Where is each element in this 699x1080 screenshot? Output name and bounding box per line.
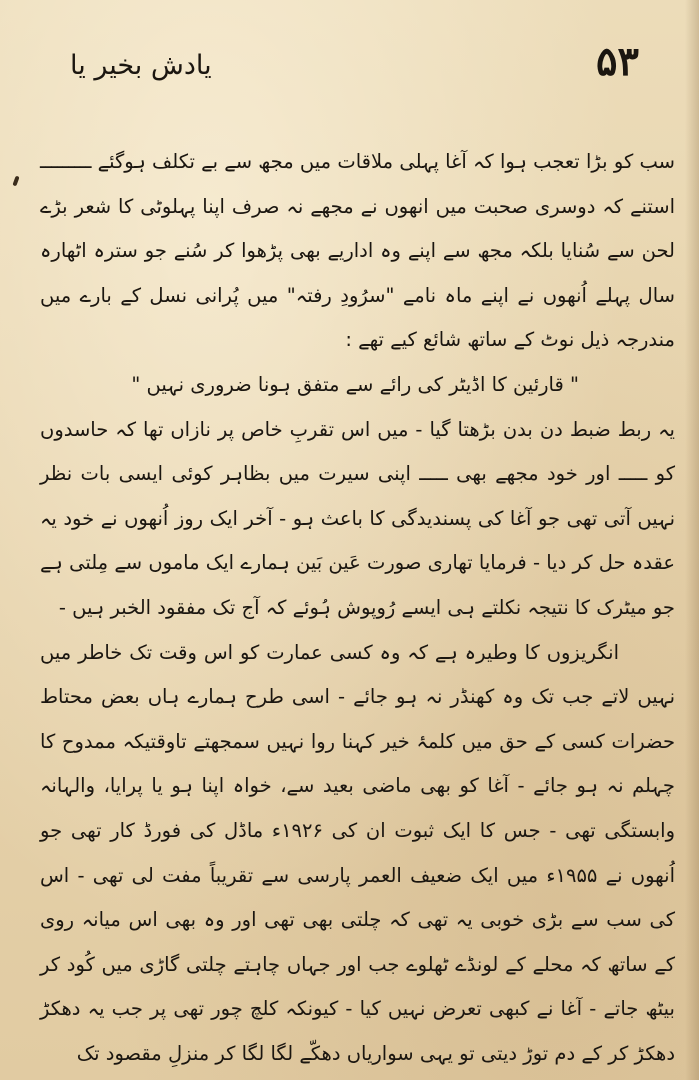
running-title: یادش بخیر یا	[70, 50, 212, 81]
paragraph-1: سب کو بڑا تعجب ہوا کہ آغا پہلی ملاقات میں مجھ سے بے تکلف ہوگئے ـــــــــ استنے کہ دوسری صحبت میں انھوں نے مجھے نہ صرف اپنا پہلوٹی کا شعر بڑے لحن سے سُنایا بلکہ مجھ سے اپنے وہ اداریے بھی پڑھوا کر سُنے جو سترہ اٹھارہ سال پہلے اُنھوں نے اپنے ماہ نامے "سرُودِ رفتہ" میں پُرانی نسل کے بارے میں مندرجہ ذیل نوٹ کے ساتھ شائع کیے تھے :	[40, 150, 675, 352]
paragraph-3: انگریزوں کا وطیرہ ہے کہ وہ کسی عمارت کو اس وقت تک خاطر میں نہیں لاتے جب تک وہ کھنڈر نہ ہو جائے - اسی طرح ہمارے ہاں بعض محتاط حضرات کسی کے حق میں کلمۂ خیر کہنا روا نہیں سمجھتے تاوقتیکہ ممدوح کا چہلم نہ ہو جائے - آغا کو بھی ماضی بعید سے، خواہ اپنا ہو یا پرایا، والہانہ وابستگی تھی - جس کا ایک ثبوت ان کی ۱۹۲۶ء ماڈل کی فورڈ کار تھی جو اُنھوں نے ۱۹۵۵ء میں ایک ضعیف العمر پارسی سے تقریباً مفت لی تھی - اس کی سب سے بڑی خوبی یہ تھی کہ چلتی بھی تھی اور وہ بھی اس میانہ روی کے ساتھ کہ محلے کے لونڈے ٹھلوے جب اور جہاں چاہتے چلتی گاڑی میں کُود کر بیٹھ جاتے - آغا نے کبھی تعرض نہیں کیا - کیونکہ کلچ چور تھی پر جب یہ دھکڑ دھکڑ کر کے دم توڑ دیتی تو یہی سواریاں دھکّے لگا لگا کر منزلِ مقصود تک	[40, 640, 675, 1065]
page-body	[40, 140, 675, 1076]
page-edge-shadow	[685, 0, 699, 1080]
margin-ink-mark	[12, 176, 19, 187]
paragraph-2: یہ ربط ضبط دن بدن بڑھتا گیا - میں اس تقربِ خاص پر نازاں تھا کہ حاسدوں کو ـــــ اور خود مجھے بھی ـــــ اپنی سیرت میں بظاہر کوئی ایسی بات نظر نہیں آتی تھی جو آغا کی پسندیدگی کا باعث ہو - آخر ایک روز اُنھوں نے خود یہ عقدہ حل کر دیا - فرمایا تھاری صورت عَین بَین ہمارے ایک ماموں سے مِلتی ہے جو میٹرک کا نتیجہ نکلتے ہی ایسے رُوپوش ہُوئے کہ آج تک مفقود الخبر ہیں -	[40, 417, 675, 619]
block-quote: " قارئین کا اڈیٹر کی رائے سے متفق ہونا ضروری نہیں "	[131, 372, 579, 396]
page-header	[70, 38, 639, 98]
page-number: ۵۳	[596, 38, 639, 85]
